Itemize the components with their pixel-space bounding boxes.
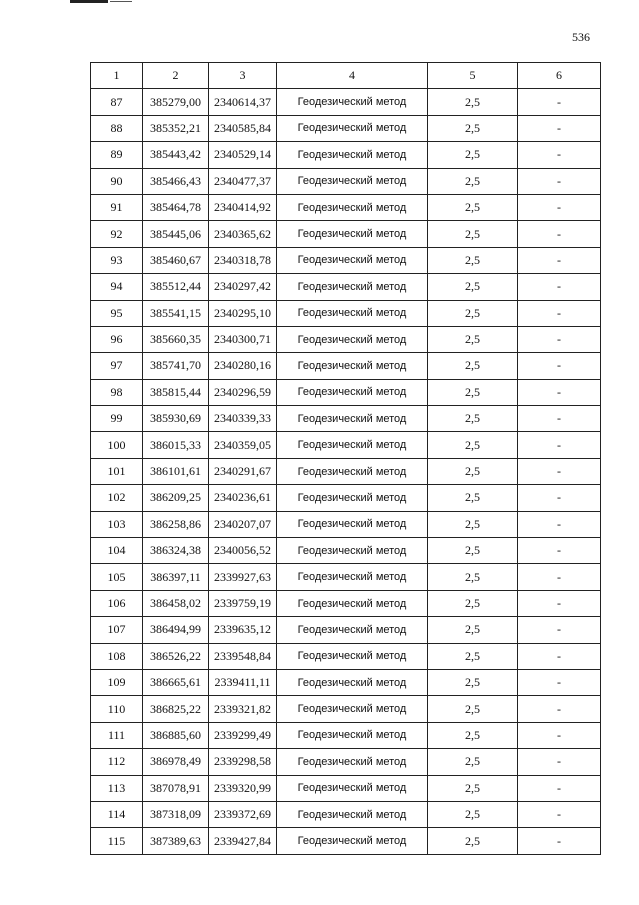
note-cell: -	[518, 643, 601, 669]
y-coordinate-cell: 2339759,19	[209, 590, 277, 616]
note-cell: -	[518, 669, 601, 695]
note-cell: -	[518, 801, 601, 827]
table-header-row	[91, 63, 601, 89]
x-coordinate-cell: 385443,42	[143, 142, 209, 168]
table-row	[91, 300, 601, 326]
method-cell: Геодезический метод	[277, 379, 428, 405]
point-number-cell: 97	[91, 353, 143, 379]
y-coordinate-cell: 2340477,37	[209, 168, 277, 194]
point-number-cell: 109	[91, 669, 143, 695]
note-cell: -	[518, 89, 601, 115]
y-coordinate-cell: 2339927,63	[209, 564, 277, 590]
x-coordinate-cell: 385464,78	[143, 194, 209, 220]
point-number-cell: 98	[91, 379, 143, 405]
point-number-cell: 110	[91, 696, 143, 722]
note-cell: -	[518, 247, 601, 273]
column-header: 1	[91, 63, 143, 89]
point-number-cell: 88	[91, 115, 143, 141]
x-coordinate-cell: 385445,06	[143, 221, 209, 247]
accuracy-cell: 2,5	[428, 590, 518, 616]
accuracy-cell: 2,5	[428, 458, 518, 484]
y-coordinate-cell: 2340318,78	[209, 247, 277, 273]
table-row	[91, 89, 601, 115]
accuracy-cell: 2,5	[428, 722, 518, 748]
x-coordinate-cell: 385741,70	[143, 353, 209, 379]
accuracy-cell: 2,5	[428, 168, 518, 194]
table-row	[91, 669, 601, 695]
x-coordinate-cell: 385930,69	[143, 406, 209, 432]
table-row	[91, 749, 601, 775]
accuracy-cell: 2,5	[428, 247, 518, 273]
table-row	[91, 643, 601, 669]
y-coordinate-cell: 2340297,42	[209, 274, 277, 300]
table-row	[91, 194, 601, 220]
x-coordinate-cell: 386665,61	[143, 669, 209, 695]
accuracy-cell: 2,5	[428, 617, 518, 643]
note-cell: -	[518, 696, 601, 722]
point-number-cell: 104	[91, 538, 143, 564]
note-cell: -	[518, 590, 601, 616]
x-coordinate-cell: 385352,21	[143, 115, 209, 141]
y-coordinate-cell: 2340614,37	[209, 89, 277, 115]
accuracy-cell: 2,5	[428, 379, 518, 405]
method-cell: Геодезический метод	[277, 511, 428, 537]
accuracy-cell: 2,5	[428, 432, 518, 458]
note-cell: -	[518, 194, 601, 220]
note-cell: -	[518, 432, 601, 458]
point-number-cell: 112	[91, 749, 143, 775]
accuracy-cell: 2,5	[428, 353, 518, 379]
column-header: 5	[428, 63, 518, 89]
x-coordinate-cell: 385815,44	[143, 379, 209, 405]
y-coordinate-cell: 2340291,67	[209, 458, 277, 484]
method-cell: Геодезический метод	[277, 617, 428, 643]
point-number-cell: 102	[91, 485, 143, 511]
note-cell: -	[518, 722, 601, 748]
x-coordinate-cell: 385512,44	[143, 274, 209, 300]
table-row	[91, 458, 601, 484]
table-row	[91, 353, 601, 379]
x-coordinate-cell: 387389,63	[143, 828, 209, 854]
point-number-cell: 108	[91, 643, 143, 669]
point-number-cell: 105	[91, 564, 143, 590]
method-cell: Геодезический метод	[277, 300, 428, 326]
y-coordinate-cell: 2340236,61	[209, 485, 277, 511]
method-cell: Геодезический метод	[277, 590, 428, 616]
method-cell: Геодезический метод	[277, 643, 428, 669]
method-cell: Геодезический метод	[277, 458, 428, 484]
table-row	[91, 722, 601, 748]
point-number-cell: 101	[91, 458, 143, 484]
accuracy-cell: 2,5	[428, 274, 518, 300]
table-row	[91, 590, 601, 616]
accuracy-cell: 2,5	[428, 511, 518, 537]
note-cell: -	[518, 326, 601, 352]
x-coordinate-cell: 387078,91	[143, 775, 209, 801]
table-row	[91, 828, 601, 854]
y-coordinate-cell: 2339411,11	[209, 669, 277, 695]
x-coordinate-cell: 386526,22	[143, 643, 209, 669]
note-cell: -	[518, 353, 601, 379]
table-row	[91, 274, 601, 300]
y-coordinate-cell: 2339299,49	[209, 722, 277, 748]
note-cell: -	[518, 300, 601, 326]
table-row	[91, 379, 601, 405]
accuracy-cell: 2,5	[428, 300, 518, 326]
accuracy-cell: 2,5	[428, 406, 518, 432]
x-coordinate-cell: 386458,02	[143, 590, 209, 616]
point-number-cell: 103	[91, 511, 143, 537]
method-cell: Геодезический метод	[277, 669, 428, 695]
x-coordinate-cell: 385466,43	[143, 168, 209, 194]
table-row	[91, 696, 601, 722]
table-row	[91, 485, 601, 511]
table-row	[91, 247, 601, 273]
table-row	[91, 511, 601, 537]
column-header: 6	[518, 63, 601, 89]
table-row	[91, 432, 601, 458]
x-coordinate-cell: 386324,38	[143, 538, 209, 564]
y-coordinate-cell: 2339320,99	[209, 775, 277, 801]
column-header: 3	[209, 63, 277, 89]
note-cell: -	[518, 749, 601, 775]
y-coordinate-cell: 2340296,59	[209, 379, 277, 405]
method-cell: Геодезический метод	[277, 194, 428, 220]
accuracy-cell: 2,5	[428, 669, 518, 695]
column-header: 2	[143, 63, 209, 89]
x-coordinate-cell: 385460,67	[143, 247, 209, 273]
method-cell: Геодезический метод	[277, 326, 428, 352]
method-cell: Геодезический метод	[277, 142, 428, 168]
table-row	[91, 168, 601, 194]
method-cell: Геодезический метод	[277, 564, 428, 590]
y-coordinate-cell: 2339298,58	[209, 749, 277, 775]
accuracy-cell: 2,5	[428, 326, 518, 352]
x-coordinate-cell: 385541,15	[143, 300, 209, 326]
accuracy-cell: 2,5	[428, 749, 518, 775]
method-cell: Геодезический метод	[277, 485, 428, 511]
point-number-cell: 106	[91, 590, 143, 616]
y-coordinate-cell: 2339372,69	[209, 801, 277, 827]
x-coordinate-cell: 385660,35	[143, 326, 209, 352]
method-cell: Геодезический метод	[277, 696, 428, 722]
note-cell: -	[518, 564, 601, 590]
accuracy-cell: 2,5	[428, 828, 518, 854]
note-cell: -	[518, 406, 601, 432]
point-number-cell: 93	[91, 247, 143, 273]
table-row	[91, 406, 601, 432]
accuracy-cell: 2,5	[428, 142, 518, 168]
table-row	[91, 775, 601, 801]
accuracy-cell: 2,5	[428, 775, 518, 801]
method-cell: Геодезический метод	[277, 274, 428, 300]
accuracy-cell: 2,5	[428, 221, 518, 247]
method-cell: Геодезический метод	[277, 775, 428, 801]
x-coordinate-cell: 386885,60	[143, 722, 209, 748]
table-row	[91, 142, 601, 168]
x-coordinate-cell: 385279,00	[143, 89, 209, 115]
y-coordinate-cell: 2339427,84	[209, 828, 277, 854]
accuracy-cell: 2,5	[428, 643, 518, 669]
scan-artifact-mark	[70, 0, 108, 3]
y-coordinate-cell: 2339635,12	[209, 617, 277, 643]
note-cell: -	[518, 168, 601, 194]
y-coordinate-cell: 2339548,84	[209, 643, 277, 669]
x-coordinate-cell: 387318,09	[143, 801, 209, 827]
y-coordinate-cell: 2340365,62	[209, 221, 277, 247]
x-coordinate-cell: 386258,86	[143, 511, 209, 537]
note-cell: -	[518, 485, 601, 511]
note-cell: -	[518, 221, 601, 247]
point-number-cell: 113	[91, 775, 143, 801]
point-number-cell: 91	[91, 194, 143, 220]
point-number-cell: 87	[91, 89, 143, 115]
method-cell: Геодезический метод	[277, 432, 428, 458]
note-cell: -	[518, 511, 601, 537]
point-number-cell: 107	[91, 617, 143, 643]
y-coordinate-cell: 2340339,33	[209, 406, 277, 432]
point-number-cell: 89	[91, 142, 143, 168]
x-coordinate-cell: 386825,22	[143, 696, 209, 722]
x-coordinate-cell: 386015,33	[143, 432, 209, 458]
note-cell: -	[518, 828, 601, 854]
point-number-cell: 99	[91, 406, 143, 432]
method-cell: Геодезический метод	[277, 247, 428, 273]
method-cell: Геодезический метод	[277, 115, 428, 141]
point-number-cell: 96	[91, 326, 143, 352]
table-row	[91, 326, 601, 352]
y-coordinate-cell: 2340280,16	[209, 353, 277, 379]
note-cell: -	[518, 617, 601, 643]
table-row	[91, 617, 601, 643]
note-cell: -	[518, 458, 601, 484]
point-number-cell: 94	[91, 274, 143, 300]
method-cell: Геодезический метод	[277, 828, 428, 854]
accuracy-cell: 2,5	[428, 115, 518, 141]
accuracy-cell: 2,5	[428, 801, 518, 827]
method-cell: Геодезический метод	[277, 722, 428, 748]
accuracy-cell: 2,5	[428, 485, 518, 511]
coordinates-table	[90, 62, 601, 855]
x-coordinate-cell: 386101,61	[143, 458, 209, 484]
point-number-cell: 111	[91, 722, 143, 748]
x-coordinate-cell: 386978,49	[143, 749, 209, 775]
note-cell: -	[518, 115, 601, 141]
method-cell: Геодезический метод	[277, 801, 428, 827]
scan-artifact-mark	[110, 1, 132, 2]
accuracy-cell: 2,5	[428, 538, 518, 564]
table-row	[91, 115, 601, 141]
y-coordinate-cell: 2340529,14	[209, 142, 277, 168]
y-coordinate-cell: 2340056,52	[209, 538, 277, 564]
y-coordinate-cell: 2340207,07	[209, 511, 277, 537]
table-row	[91, 564, 601, 590]
note-cell: -	[518, 538, 601, 564]
x-coordinate-cell: 386397,11	[143, 564, 209, 590]
method-cell: Геодезический метод	[277, 89, 428, 115]
note-cell: -	[518, 379, 601, 405]
point-number-cell: 90	[91, 168, 143, 194]
accuracy-cell: 2,5	[428, 89, 518, 115]
x-coordinate-cell: 386209,25	[143, 485, 209, 511]
accuracy-cell: 2,5	[428, 696, 518, 722]
table-row	[91, 221, 601, 247]
y-coordinate-cell: 2340585,84	[209, 115, 277, 141]
column-header: 4	[277, 63, 428, 89]
table-row	[91, 801, 601, 827]
y-coordinate-cell: 2340300,71	[209, 326, 277, 352]
accuracy-cell: 2,5	[428, 194, 518, 220]
method-cell: Геодезический метод	[277, 221, 428, 247]
point-number-cell: 95	[91, 300, 143, 326]
accuracy-cell: 2,5	[428, 564, 518, 590]
point-number-cell: 115	[91, 828, 143, 854]
table-row	[91, 538, 601, 564]
x-coordinate-cell: 386494,99	[143, 617, 209, 643]
y-coordinate-cell: 2339321,82	[209, 696, 277, 722]
note-cell: -	[518, 142, 601, 168]
method-cell: Геодезический метод	[277, 168, 428, 194]
point-number-cell: 100	[91, 432, 143, 458]
note-cell: -	[518, 775, 601, 801]
y-coordinate-cell: 2340414,92	[209, 194, 277, 220]
note-cell: -	[518, 274, 601, 300]
point-number-cell: 114	[91, 801, 143, 827]
page-number: 536	[572, 30, 590, 44]
method-cell: Геодезический метод	[277, 406, 428, 432]
point-number-cell: 92	[91, 221, 143, 247]
y-coordinate-cell: 2340359,05	[209, 432, 277, 458]
method-cell: Геодезический метод	[277, 749, 428, 775]
y-coordinate-cell: 2340295,10	[209, 300, 277, 326]
method-cell: Геодезический метод	[277, 353, 428, 379]
method-cell: Геодезический метод	[277, 538, 428, 564]
